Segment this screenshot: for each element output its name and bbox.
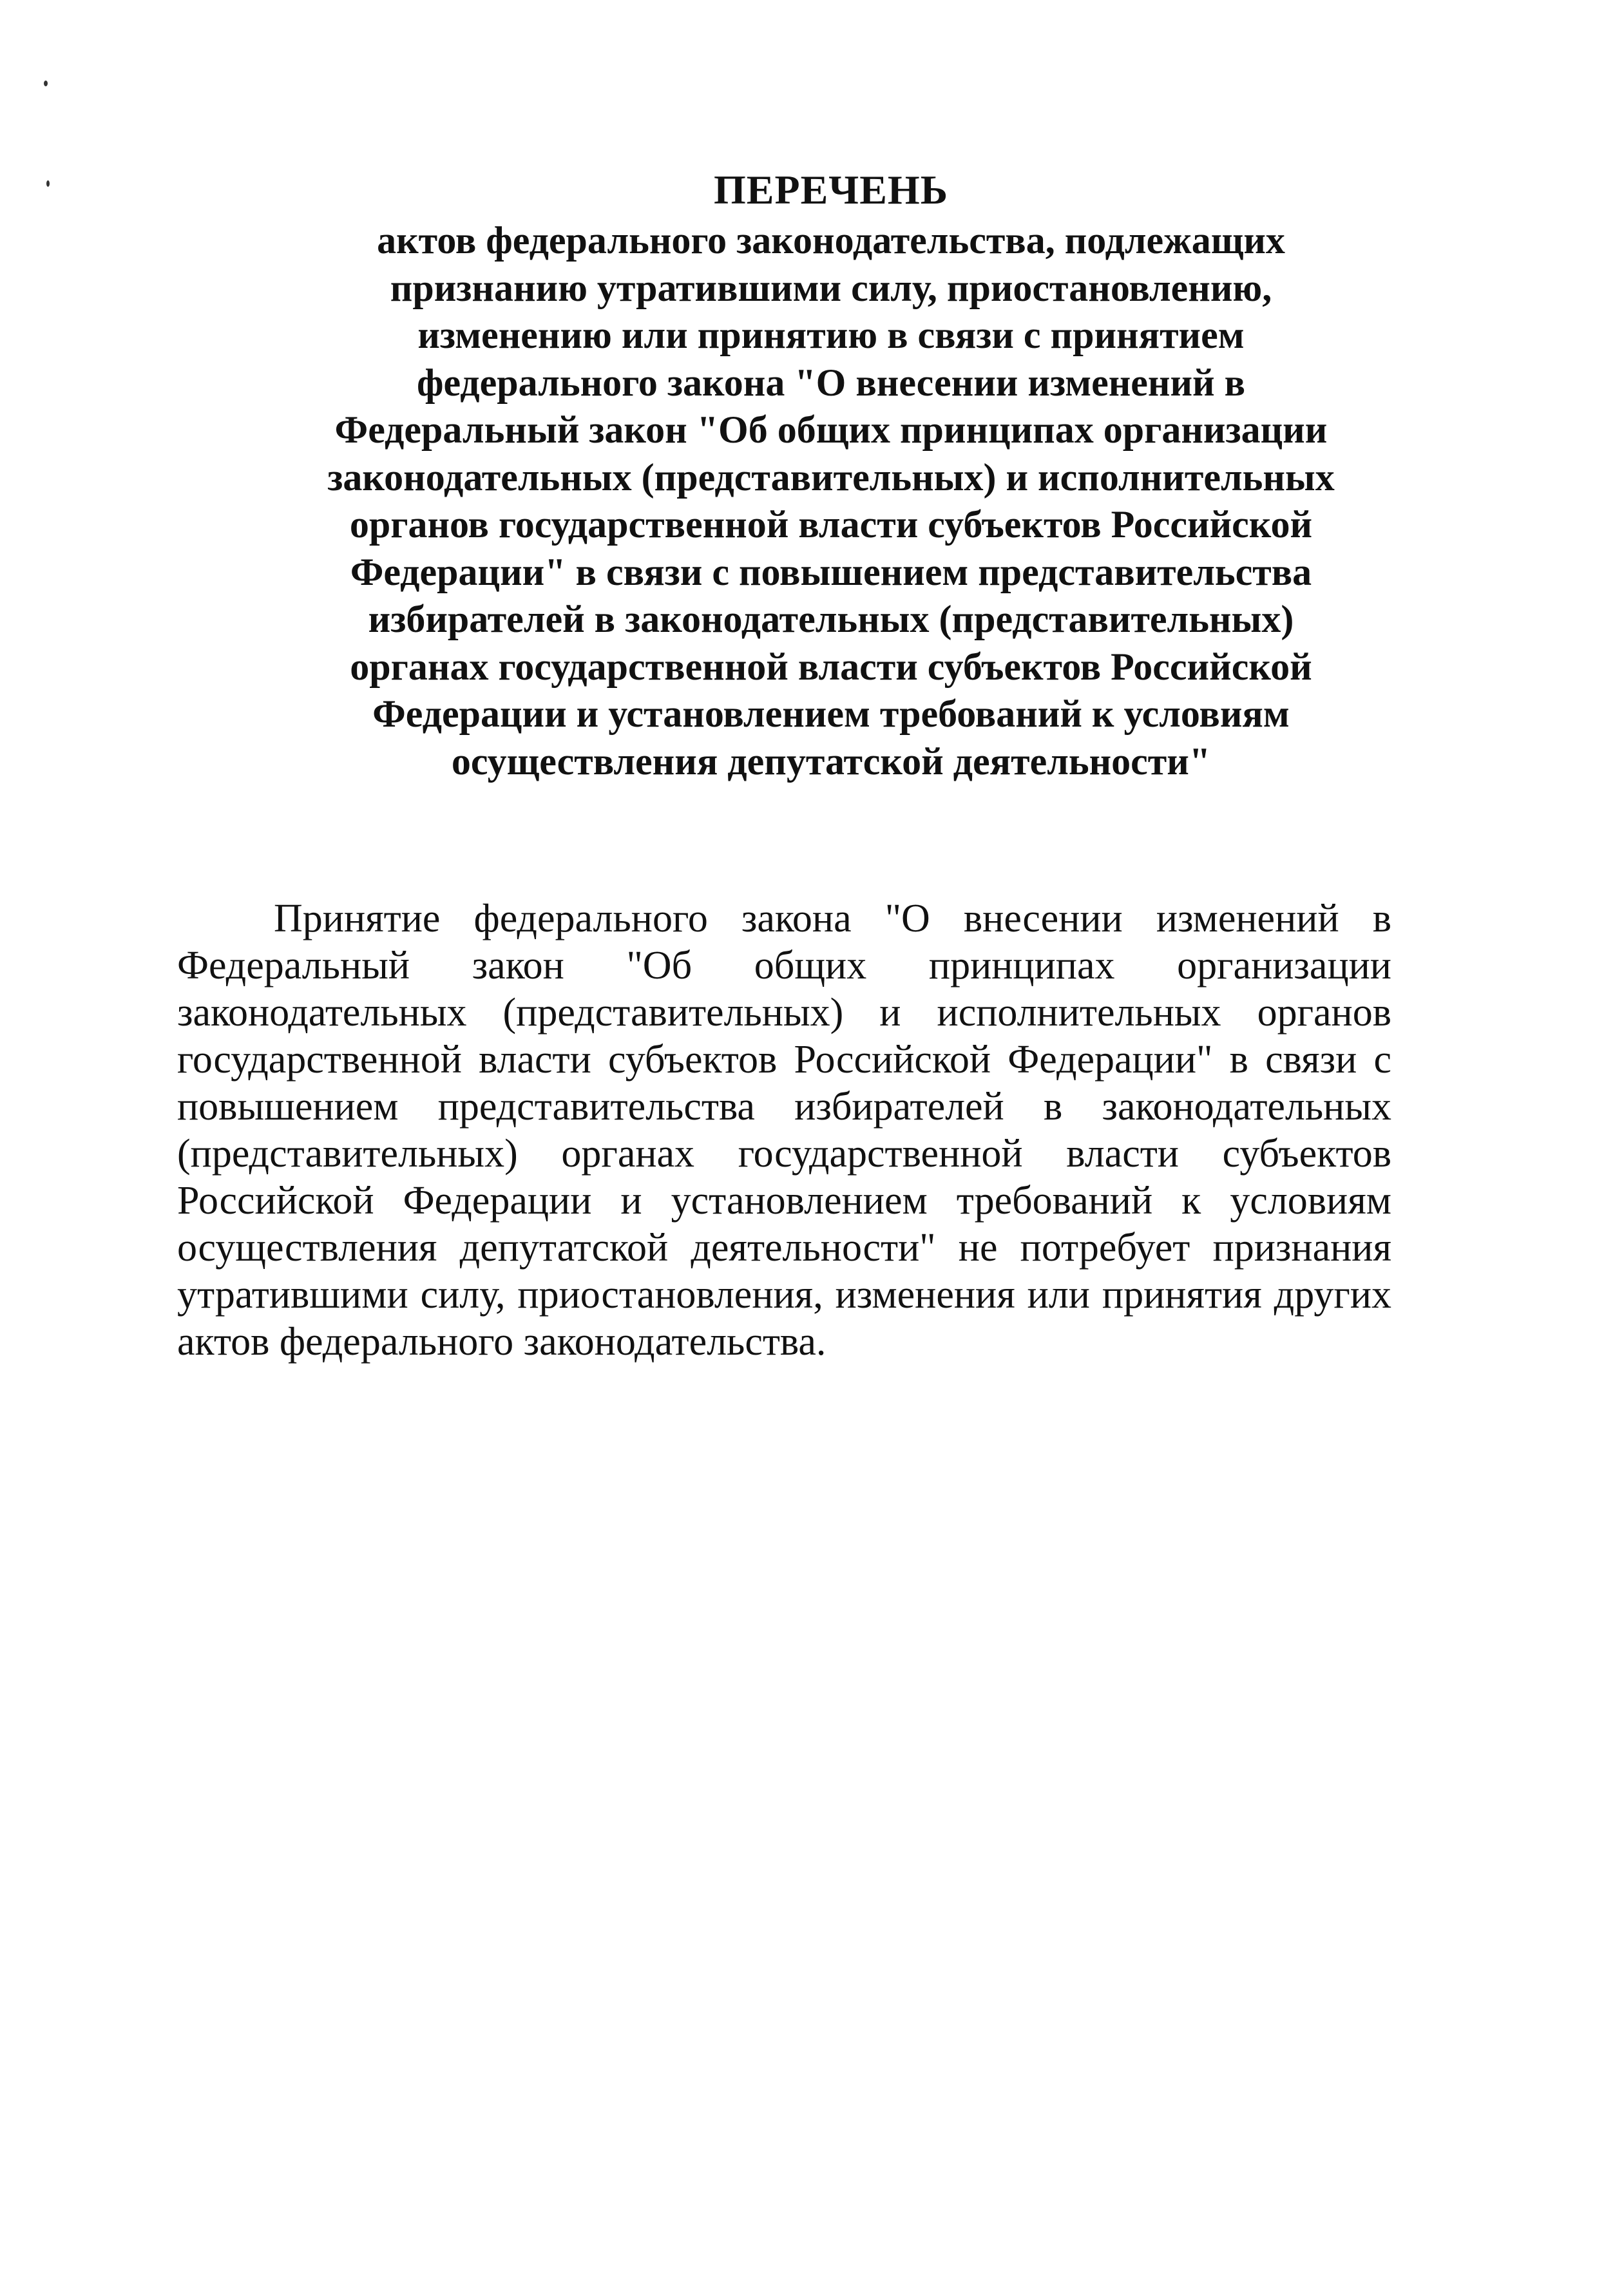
document-title: ПЕРЕЧЕНЬ bbox=[714, 167, 948, 213]
body-line: утратившими силу, приостановления, изменения или принятия других bbox=[177, 1273, 1391, 1317]
scan-speck bbox=[44, 81, 48, 86]
body-line: Российской Федерации и установлением требований к условиям bbox=[177, 1179, 1391, 1223]
body-line: Федеральный закон "Об общих принципах организации bbox=[177, 944, 1391, 987]
body-line: актов федерального законодательства. bbox=[177, 1320, 826, 1364]
subtitle-line: Федерации" в связи с повышением представительства bbox=[350, 550, 1312, 593]
subtitle-line: избирателей в законодательных (представительных) bbox=[368, 598, 1294, 640]
body-line: осуществления депутатской деятельности" не потребует признания bbox=[177, 1226, 1391, 1270]
body-line: Принятие федерального закона "О внесении изменений в bbox=[274, 897, 1391, 940]
subtitle-line: органов государственной власти субъектов Российской bbox=[349, 503, 1313, 546]
subtitle-line: Федерации и установлением требований к условиям bbox=[372, 692, 1290, 735]
subtitle-line: актов федерального законодательства, подлежащих bbox=[377, 219, 1285, 262]
subtitle-line: осуществления депутатской деятельности" bbox=[451, 739, 1211, 783]
body-line: законодательных (представительных) и исполнительных органов bbox=[177, 991, 1391, 1035]
subtitle-line: признанию утратившими силу, приостановлению, bbox=[390, 266, 1272, 309]
scan-speck bbox=[46, 180, 50, 187]
subtitle-line: органах государственной власти субъектов Российской bbox=[350, 645, 1312, 688]
body-paragraph bbox=[177, 895, 1391, 1366]
body-line: (представительных) органах государственной власти субъектов bbox=[177, 1132, 1391, 1176]
subtitle-line: федерального закона "О внесении изменений в bbox=[416, 361, 1246, 404]
subtitle-line: законодательных (представительных) и исполнительных bbox=[327, 455, 1335, 499]
subtitle-line: изменению или принятию в связи с принятием bbox=[417, 314, 1245, 356]
body-line: государственной власти субъектов Российской Федерации" в связи с bbox=[177, 1038, 1391, 1082]
document-heading bbox=[283, 164, 1379, 785]
body-line: повышением представительства избирателей в законодательных bbox=[177, 1085, 1391, 1129]
subtitle-line: Федеральный закон "Об общих принципах организации bbox=[334, 408, 1328, 451]
